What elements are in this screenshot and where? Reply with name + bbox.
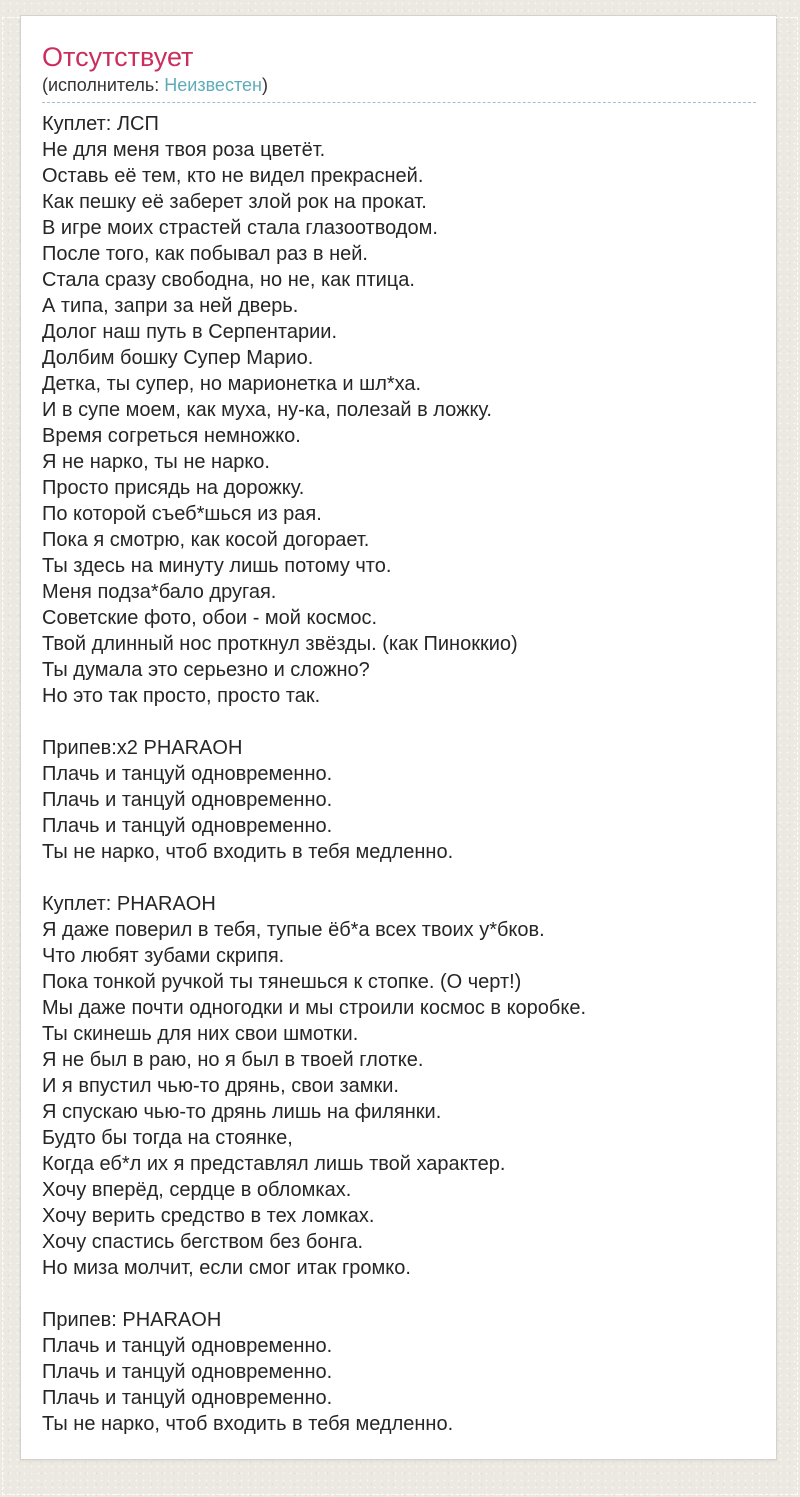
lyric-line: Как пешку её заберет злой рок на прокат. — [42, 191, 427, 213]
lyric-line: Будто бы тогда на стоянке, — [42, 1127, 293, 1149]
lyric-line: Меня подза*бало другая. — [42, 581, 277, 603]
lyric-line: Плачь и танцуй одновременно. — [42, 1361, 333, 1383]
lyric-line: Я даже поверил в тебя, тупые ёб*а всех твоих у*бков. — [42, 919, 545, 941]
lyric-line: Ты не нарко, чтоб входить в тебя медленно. — [42, 1413, 454, 1435]
lyric-line: Ты думала это серьезно и сложно? — [42, 659, 370, 681]
song-title: Отсутствует — [42, 42, 194, 72]
lyric-line: По которой съеб*шься из рая. — [42, 503, 322, 525]
lyric-line: Долог наш путь в Серпентарии. — [42, 321, 338, 343]
page-background — [0, 15, 800, 1497]
lyric-blank-line — [42, 709, 756, 735]
lyric-line: Куплет: PHARAOH — [42, 893, 216, 915]
lyric-line: Плачь и танцуй одновременно. — [42, 763, 333, 785]
lyric-line: Стала сразу свободна, но не, как птица. — [42, 269, 415, 291]
lyric-line: Я не нарко, ты не нарко. — [42, 451, 270, 473]
lyric-line: Я не был в раю, но я был в твоей глотке. — [42, 1049, 424, 1071]
lyric-line: Но миза молчит, если смог итак громко. — [42, 1257, 411, 1279]
lyric-line: Пока тонкой ручкой ты тянешься к стопке. (О черт!) — [42, 971, 522, 993]
song-header — [42, 42, 756, 103]
lyric-line: В игре моих страстей стала глазоотводом. — [42, 217, 438, 239]
lyric-line: Плачь и танцуй одновременно. — [42, 815, 333, 837]
lyric-line: Плачь и танцуй одновременно. — [42, 789, 333, 811]
lyric-line: Плачь и танцуй одновременно. — [42, 1335, 333, 1357]
lyric-line: Время согреться немножко. — [42, 425, 301, 447]
lyrics-text — [42, 111, 756, 1437]
lyric-line: Твой длинный нос проткнул звёзды. (как Пиноккио) — [42, 633, 518, 655]
lyric-line: Пока я смотрю, как косой догорает. — [42, 529, 370, 551]
lyric-line: И в супе моем, как муха, ну-ка, полезай в ложку. — [42, 399, 492, 421]
lyric-line: Мы даже почти одногодки и мы строили космос в коробке. — [42, 997, 587, 1019]
lyric-line: Хочу спастись бегством без бонга. — [42, 1231, 364, 1253]
artist-line — [42, 75, 756, 96]
lyric-blank-line — [42, 865, 756, 891]
lyric-line: Оставь её тем, кто не видел прекрасней. — [42, 165, 424, 187]
lyric-line: Просто присядь на дорожку. — [42, 477, 305, 499]
lyric-line: Что любят зубами скрипя. — [42, 945, 285, 967]
lyric-line: Ты здесь на минуту лишь потому что. — [42, 555, 392, 577]
lyric-line: Не для меня твоя роза цветёт. — [42, 139, 326, 161]
lyric-blank-line — [42, 1281, 756, 1307]
lyric-line: Ты скинешь для них свои шмотки. — [42, 1023, 359, 1045]
lyric-line: Но это так просто, просто так. — [42, 685, 321, 707]
lyric-line: Куплет: ЛСП — [42, 113, 159, 135]
lyric-line: Ты не нарко, чтоб входить в тебя медленно. — [42, 841, 454, 863]
artist-label-prefix: (исполнитель: — [42, 75, 165, 95]
lyric-line: Советские фото, обои - мой космос. — [42, 607, 378, 629]
lyric-line: И я впустил чью-то дрянь, свои замки. — [42, 1075, 399, 1097]
lyric-line: После того, как побывал раз в ней. — [42, 243, 368, 265]
lyrics-card — [20, 15, 777, 1460]
lyric-line: Я спускаю чью-то дрянь лишь на филянки. — [42, 1101, 442, 1123]
artist-link[interactable]: Неизвестен — [164, 75, 262, 95]
lyric-line: Плачь и танцуй одновременно. — [42, 1387, 333, 1409]
lyric-line: Детка, ты супер, но марионетка и шл*ха. — [42, 373, 422, 395]
artist-label-suffix: ) — [261, 75, 268, 95]
lyric-line: Хочу вперёд, сердце в обломках. — [42, 1179, 352, 1201]
lyric-line: Когда еб*л их я представлял лишь твой характер. — [42, 1153, 506, 1175]
lyric-line: Долбим бошку Супер Марио. — [42, 347, 314, 369]
lyric-line: Припев: PHARAOH — [42, 1309, 222, 1331]
lyric-line: Припев:x2 PHARAOH — [42, 737, 243, 759]
lyric-line: А типа, запри за ней дверь. — [42, 295, 299, 317]
lyric-line: Хочу верить средство в тех ломках. — [42, 1205, 375, 1227]
